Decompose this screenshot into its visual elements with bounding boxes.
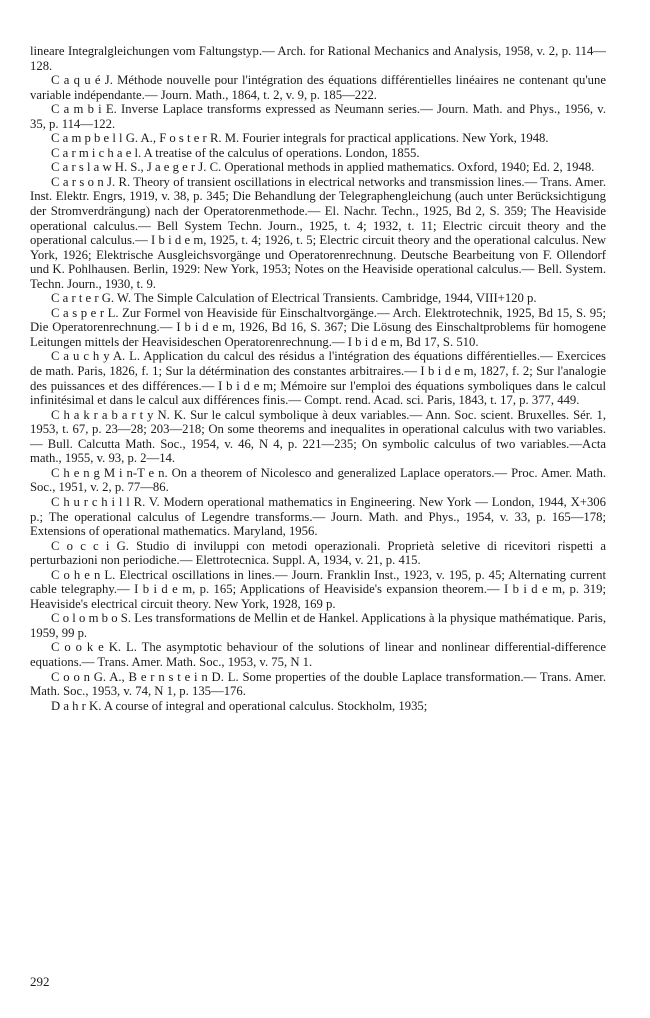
bibliography-entry-cauchy: C a u c h y A. L. Application du calcul des résidus a l'intégration des équations différentielles.— Exercices de math. Paris, 1826, f. 1; Sur la détérmination des constantes arbitraires.— I b i d e m, 1827, f. 2; Sur l'analogie des puissances et des différences.— I b i d e m; Mémoire sur l'emploi des équations symboliques dans le calcul infinitésimal et dans le calcul aux différences finis.— Compt. rend. Acad. sci. Paris, 1843, t. 17, p. 377, 449. — [30, 349, 606, 408]
bibliography-entry-coon: C o o n G. A., B e r n s t e i n D. L. Some properties of the double Laplace transformation.— Trans. Amer. Math. Soc., 1953, v. 74, N 1, p. 135—176. — [30, 669, 606, 699]
bibliography-entry-caque: C a q u é J. Méthode nouvelle pour l'intégration des équations différentielles linéaires ne contenant qu'une variable indépendante.— Journ. Math., 1864, t. 2, v. 9, p. 185—222. — [30, 73, 606, 102]
bibliography-entry-churchill: C h u r c h i l l R. V. Modern operational mathematics in Engineering. New York — London, 1944, X+306 p.; The operational calculus of Legendre transforms.— Journ. Math. and Phys., 1954, v. 33, p. 165—178; Extensions of operational mathematics. Maryland, 1956. — [30, 494, 606, 539]
bibliography-entry-cocci: C o c c i G. Studio di inviluppi con metodi operazionali. Proprietà seletive di ricevitori rispetti a perturbazioni non periodiche.— Elettrotecnica. Suppl. A, 1934, v. 21, p. 415. — [30, 538, 606, 568]
bibliography-entry-cheng: C h e n g M i n-T e n. On a theorem of Nicolesco and generalized Laplace operators.— Proc. Amer. Math. Soc., 1951, v. 2, p. 77—86. — [30, 465, 606, 495]
bibliography-entry-colombo: C o l o m b o S. Les transformations de Mellin et de Hankel. Applications à la physique mathématique. Paris, 1959, 99 p. — [30, 611, 606, 640]
bibliography-entry-carson: C a r s o n J. R. Theory of transient oscillations in electrical networks and transmission lines.— Trans. Amer. Inst. Elektr. Engrs, 1919, v. 38, p. 345; Die Behandlung der Telegraphengleichung (auch unter Berücksichtigung der Stromverdrängung) nach der Operatorenmethode.— El. Nachr. Techn., 1925, Bd 2, S. 359; The Heaviside operational calculus.— Bell System Techn. Journ., 1925, t. 4; 1932, t. 11; Electric circuit theory and the operational calculus.— I b i d e m, 1925, t. 4; 1926, t. 5; Electric circuit theory and the operational calculus. New York, 1926; Elektrische Ausgleichsvorgänge und Operatorenrechnung. Deutsche Bearbeitung von F. Ollendorf und K. Pohlhausen. Berlin, 1929: New York, 1953; Notes on the Heaviside operational calculus.— Bell. System. Techn. Journ., 1930, t. 9. — [30, 174, 606, 291]
bibliography-entry-campbell: C a m p b e l l G. A., F o s t e r R. M. Fourier integrals for practical applications. New York, 1948. — [51, 131, 549, 146]
bibliography-entry-carter: C a r t e r G. W. The Simple Calculation of Electrical Transients. Cambridge, 1944, VIII+120 p. — [51, 291, 537, 306]
bibliography-entry-carslaw: C a r s l a w H. S., J a e g e r J. C. Operational methods in applied mathematics. Oxford, 1940; Ed. 2, 1948. — [51, 160, 595, 175]
bibliography-entry-cooke: C o o k e K. L. The asymptotic behaviour of the solutions of linear and nonlinear differential-difference equations.— Trans. Amer. Math. Soc., 1953, v. 75, N 1. — [30, 640, 606, 669]
bibliography-entry-carmichael: C a r m i c h a e l. A treatise of the calculus of operations. London, 1855. — [51, 145, 420, 160]
bibliography-entry-casper: C a s p e r L. Zur Formel von Heaviside für Einschaltvorgänge.— Arch. Elektrotechnik, 1925, Bd 15, S. 95; Die Operatorenrechnung.— I b i d e m, 1926, Bd 16, S. 367; Die Lösung des Einschaltproblems für homogene Leitungen mittels der Heavisideschen Operatorenrechnung.— I b i d e m, Bd 17, S. 510. — [30, 305, 606, 349]
bibliography-entry-chakrabarty: C h a k r a b a r t y N. K. Sur le calcul symbolique à deux variables.— Ann. Soc. scient. Bruxelles. Sér. 1, 1953, t. 67, p. 23—28; 203—218; On some theorems and inequalites in operational calculus with two variables.— Bull. Calcutta Math. Soc., 1954, v. 46, N 4, p. 221—235; On symbolic calculus of two variables.—Acta math., 1955, v. 93, p. 2—14. — [30, 407, 606, 466]
bibliography-entry-continuation: lineare Integralgleichungen vom Faltungstyp.— Arch. for Rational Mechanics and Analysis, 1958, v. 2, p. 114—128. — [30, 44, 606, 73]
bibliography-entry-cohen: C o h e n L. Electrical oscillations in lines.— Journ. Franklin Inst., 1923, v. 195, p. 45; Alternating current cable telegraphy.— I b i d e m, p. 165; Applications of Heaviside's expansion theorem.— I b i d e m, p. 319; Heaviside's electrical circuit theory. New York, 1928, 169 p. — [30, 567, 606, 611]
page-number: 292 — [30, 974, 50, 989]
bibliography-entry-dahr: D a h r K. A course of integral and operational calculus. Stockholm, 1935; — [51, 698, 428, 713]
bibliography-entry-cambi: C a m b i E. Inverse Laplace transforms expressed as Neumann series.— Journ. Math. and Phys., 1956, v. 35, p. 114—122. — [30, 102, 606, 131]
